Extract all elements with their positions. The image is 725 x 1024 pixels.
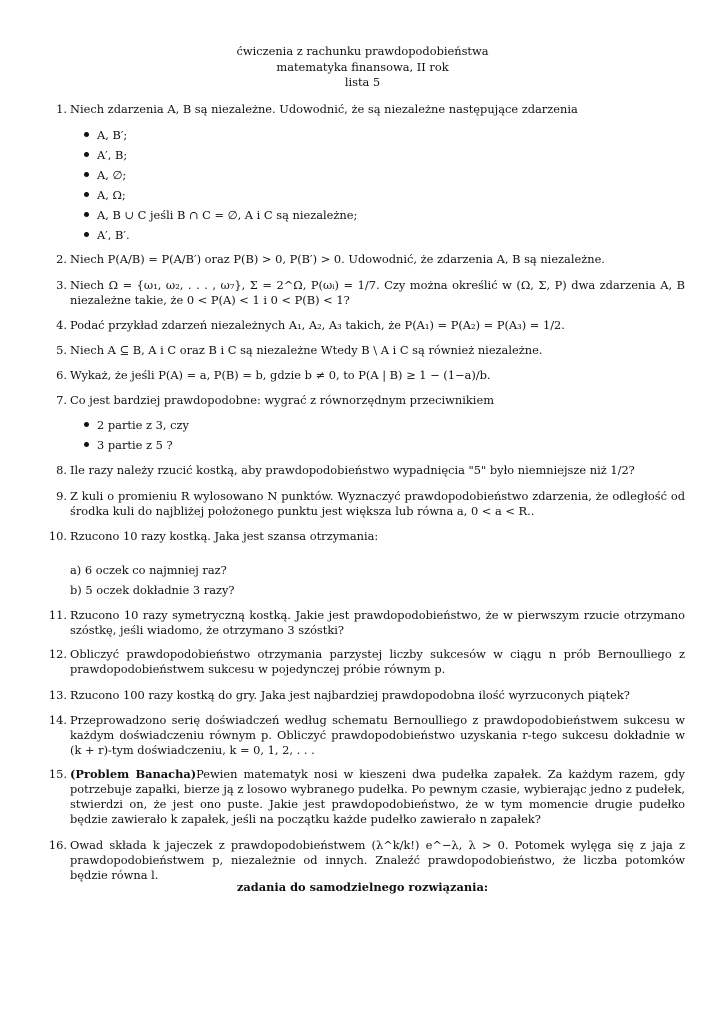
bullet-dot-icon — [84, 192, 89, 197]
problem-number: 8. — [56, 463, 67, 477]
bullet-dot-icon — [84, 422, 89, 427]
problem-number: 6. — [56, 368, 67, 382]
problem-text: Przeprowadzono serię doświadczeń według schematu Bernoulliego z prawdopodobieństwem sukcesu w każdym doświadczeniu równym p. Obliczyć prawdopodobieństwo uzyskania r-tego sukcesu dokładnie w (k + r)-tym doświadczeniu, k = 0, 1, 2, . . . — [70, 713, 685, 757]
problem-number: 15. — [48, 767, 67, 781]
problem-text: Rzucono 10 razy kostką. Jaka jest szansa otrzymania: — [70, 529, 379, 543]
bullet-dot-icon — [84, 132, 89, 137]
bullet-item: 3 partie z 5 ? — [84, 438, 173, 453]
problem-text: Niech P(A/B) = P(A/B′) oraz P(B) > 0, P(B′) > 0. Udowodnić, że zdarzenia A, B są niezależne. — [70, 252, 605, 266]
problem-number: 14. — [48, 713, 67, 727]
problem-number: 7. — [56, 393, 67, 407]
problem-number: 12. — [48, 647, 67, 661]
problem-title: (Problem Banacha) — [70, 767, 197, 781]
problem-number: 2. — [56, 252, 67, 266]
problem-text: Ile razy należy rzucić kostką, aby prawdopodobieństwo wypadnięcia "5" było niemniejsze niż 1/2? — [70, 463, 635, 477]
bullet-item: A′, B′. — [84, 228, 130, 243]
bullet-dot-icon — [84, 232, 89, 237]
header-list-number: lista 5 — [344, 75, 381, 89]
header-program: matematyka finansowa, II rok — [276, 59, 449, 74]
bullet-dot-icon — [84, 212, 89, 217]
problem-text: Niech A ⊆ B, A i C oraz B i C są niezależne Wtedy B \ A i C są również niezależne. — [70, 343, 543, 357]
problem-text: Niech Ω = {ω₁, ω₂, . . . , ω₇}, Σ = 2^Ω, P(ωᵢ) = 1/7. Czy można określić w (Ω, Σ, P) dwa zdarzenia A, B niezależne takie, że 0 < P(A) < 1 i 0 < P(B) < 1? — [70, 278, 685, 307]
problem-text: (Problem Banacha)Pewien matematyk nosi w kieszeni dwa pudełka zapałek. Za każdym razem, gdy potrzebuje zapałki, bierze ją z losowo wybranego pudełka. Po pewnym czasie, wybierając jedno z pudełek, stwierdzi on, że jest ono puste. Jakie jest prawdopodobieństwo, że w tym momencie drugie pudełko będzie zawierało k zapałek, jeśli na początku każde pudełko zawierało n zapałek? — [70, 767, 685, 826]
bullet-item: 2 partie z 3, czy — [84, 418, 189, 433]
sub-item: b) 5 oczek dokładnie 3 razy? — [70, 583, 235, 597]
problem-number: 5. — [56, 343, 67, 357]
bullet-dot-icon — [84, 152, 89, 157]
document-header — [0, 44, 725, 91]
problem-text: Rzucono 100 razy kostką do gry. Jaka jest najbardziej prawdopodobna ilość wyrzuconych piątek? — [70, 688, 630, 702]
bullet-item: A, ∅; — [84, 168, 126, 183]
bullet-item: A, Ω; — [84, 188, 126, 203]
problem-text: Rzucono 10 razy symetryczną kostką. Jakie jest prawdopodobieństwo, że w pierwszym rzucie otrzymano szóstkę, jeśli wiadomo, że otrzymano 3 szóstki? — [70, 608, 685, 637]
problem-number: 10. — [48, 529, 67, 543]
bullet-dot-icon — [84, 172, 89, 177]
problem-text: Owad składa k jajeczek z prawdopodobieństwem (λ^k/k!) e^−λ, λ > 0. Potomek wylęga się z jaja z prawdopodobieństwem p, niezależnie od innych. Znaleźć prawdopodobieństwo, że liczba potomków będzie równa l. — [70, 838, 685, 882]
problem-text: Podać przykład zdarzeń niezależnych A₁, A₂, A₃ takich, że P(A₁) = P(A₂) = P(A₃) = 1/2. — [70, 318, 565, 332]
problem-number: 13. — [48, 688, 67, 702]
problem-number: 9. — [56, 489, 67, 503]
problem-text: Z kuli o promieniu R wylosowano N punktów. Wyznaczyć prawdopodobieństwo zdarzenia, że odległość od środka kuli do najbliżej położonego punktu jest większa lub równa a, 0 < a < R.. — [70, 489, 685, 518]
problem-text: Obliczyć prawdopodobieństwo otrzymania parzystej liczby sukcesów w ciągu n prób Bernoulliego z prawdopodobieństwem sukcesu w pojedynczej próbie równym p. — [70, 647, 685, 676]
problem-text: Niech zdarzenia A, B są niezależne. Udowodnić, że są niezależne następujące zdarzenia — [70, 102, 578, 116]
bullet-item: A′, B; — [84, 148, 127, 163]
sub-item: a) 6 oczek co najmniej raz? — [70, 563, 227, 577]
problem-text: Co jest bardziej prawdopodobne: wygrać z równorzędnym przeciwnikiem — [70, 393, 494, 407]
problem-number: 11. — [48, 608, 67, 622]
problem-number: 3. — [56, 278, 67, 292]
header-course: ćwiczenia z rachunku prawdopodobieństwa — [236, 44, 489, 58]
bullet-item: A, B′; — [84, 128, 127, 143]
bullet-dot-icon — [84, 442, 89, 447]
problem-number: 4. — [56, 318, 67, 332]
problem-text: Wykaż, że jeśli P(A) = a, P(B) = b, gdzie b ≠ 0, to P(A | B) ≥ 1 − (1−a)/b. — [70, 368, 491, 382]
problem-number: 1. — [56, 102, 67, 116]
bullet-item: A, B ∪ C jeśli B ∩ C = ∅, A i C są niezależne; — [84, 208, 357, 223]
section-heading: zadania do samodzielnego rozwiązania: — [236, 880, 489, 894]
problem-number: 16. — [48, 838, 67, 852]
